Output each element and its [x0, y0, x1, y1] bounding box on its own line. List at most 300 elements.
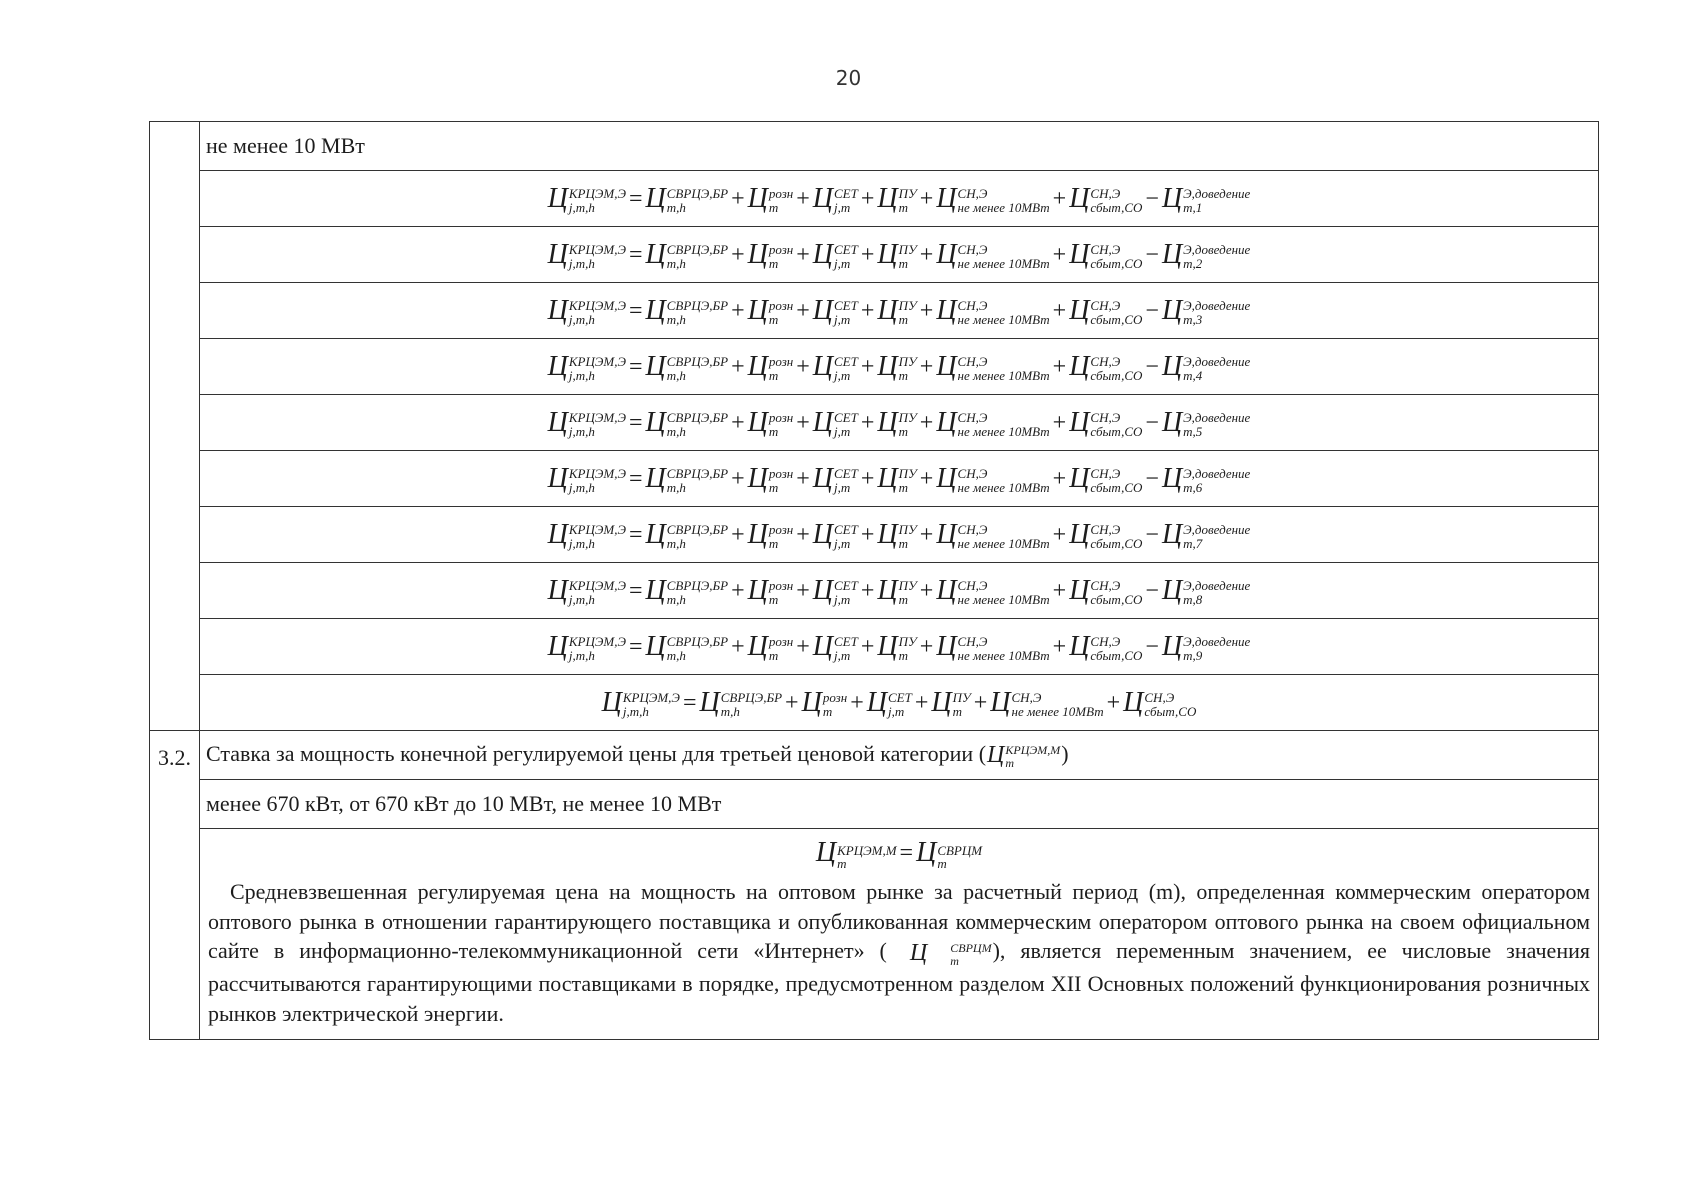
formula-indices	[721, 691, 782, 718]
formula-indices	[958, 243, 1050, 270]
formula-symbol: Ц	[1069, 183, 1090, 215]
subscript: m	[898, 535, 909, 551]
formula-operator: +	[1052, 409, 1067, 436]
formula-indices	[937, 844, 982, 871]
subscript: не менее 10МВт	[957, 423, 1050, 439]
subscript: не менее 10МВт	[957, 367, 1050, 383]
superscript: КРЦЭМ,Э	[568, 186, 626, 202]
formula-symbol: Ц	[645, 631, 666, 663]
superscript: ПУ	[898, 354, 917, 370]
formula-symbol: Ц	[812, 295, 833, 327]
superscript: ПУ	[898, 298, 917, 314]
superscript: СН,Э	[1144, 690, 1175, 706]
formula-indices	[569, 411, 626, 438]
formula-symbol: Ц	[1161, 351, 1183, 383]
capacity-formula	[208, 837, 1590, 871]
formula-operator: =	[628, 521, 643, 548]
formula-indices	[1012, 691, 1104, 718]
formula-term	[877, 183, 916, 215]
subscript: не менее 10МВт	[1011, 703, 1104, 719]
formula-symbol: Ц	[987, 741, 1005, 768]
formula-indices	[834, 411, 858, 438]
formula-symbol: Ц	[747, 295, 768, 327]
formula-symbol: Ц	[936, 239, 957, 271]
formula-indices	[667, 299, 728, 326]
formula-symbol: Ц	[1069, 407, 1090, 439]
superscript: Э,доведение	[1183, 522, 1251, 538]
superscript: розн	[768, 298, 794, 314]
formula-term	[816, 837, 897, 871]
superscript: СВРЦМ	[937, 842, 983, 858]
subscript: j,m,h	[568, 199, 595, 215]
formula-symbol: Ц	[747, 351, 768, 383]
formula-term	[936, 351, 1049, 383]
formula-term	[936, 183, 1049, 215]
subscript: j,m	[834, 255, 851, 271]
formula-indices	[899, 635, 917, 662]
formula-operator: =	[628, 465, 643, 492]
formula-indices	[569, 635, 626, 662]
superscript: розн	[768, 242, 794, 258]
superscript: розн	[768, 354, 794, 370]
formula-term	[1069, 631, 1142, 663]
formula-operator: +	[796, 297, 810, 324]
formula-indices	[1183, 467, 1250, 494]
formula-indices	[958, 299, 1050, 326]
number-cell	[150, 507, 200, 563]
section-header: не менее 10 МВт	[200, 122, 1599, 171]
subscript: m	[898, 591, 909, 607]
formula-term	[548, 519, 626, 551]
formula-operator: =	[682, 689, 697, 716]
superscript: СН,Э	[957, 634, 988, 650]
formula-term	[813, 575, 858, 607]
superscript: СН,Э	[957, 186, 988, 202]
subscript: j,m,h	[568, 591, 595, 607]
formula-indices	[769, 523, 793, 550]
formula-symbol: Ц	[747, 183, 768, 215]
formula-term	[1162, 239, 1250, 271]
formula-term	[748, 239, 794, 271]
formula-term	[548, 351, 626, 383]
subscript: m	[768, 479, 779, 495]
formula-symbol: Ц	[547, 295, 568, 327]
formula	[547, 462, 1252, 496]
description-row	[150, 829, 1599, 1040]
subscript: m,h	[666, 647, 686, 663]
subscript: j,m,h	[568, 255, 595, 271]
superscript: ПУ	[898, 466, 917, 482]
formula-indices	[928, 942, 991, 967]
description-part: ), является переменным значением, ее числовые значения рассчитываются гарантирующими поставщиками в порядке, предусмотренном разделом XII Основных положений функционирования розничных рынков электрической энергии.	[208, 938, 1590, 1027]
superscript: СЕТ	[834, 578, 858, 594]
formula-indices	[1005, 744, 1060, 769]
formula-term	[1069, 407, 1142, 439]
formula-symbol: Ц	[547, 183, 568, 215]
formula-indices	[834, 467, 858, 494]
superscript: розн	[768, 634, 794, 650]
formula-operator: −	[1145, 465, 1159, 492]
formula-symbol: Ц	[601, 687, 622, 719]
superscript: розн	[822, 690, 848, 706]
subscript: j,m,h	[568, 479, 595, 495]
formula-operator: −	[1145, 353, 1159, 380]
formula-term	[1123, 687, 1196, 719]
superscript: СВРЦЭ,БР	[666, 634, 729, 650]
superscript: КРЦЭМ,Э	[568, 522, 626, 538]
formula-cell	[200, 227, 1599, 283]
formula-operator: +	[731, 241, 745, 268]
superscript: СЕТ	[887, 690, 912, 706]
formula-cell	[200, 507, 1599, 563]
formula-symbol: Ц	[547, 239, 568, 271]
formula-indices	[1090, 411, 1142, 438]
formula-indices	[834, 579, 858, 606]
superscript: СВРЦЭ,БР	[666, 410, 729, 426]
formula-indices	[1183, 299, 1250, 326]
formula-indices	[837, 844, 896, 871]
superscript: СН,Э	[1090, 466, 1121, 482]
section-number: 3.2.	[158, 745, 191, 770]
formula-operator: +	[919, 409, 934, 436]
formula-term	[548, 463, 626, 495]
formula-indices	[623, 691, 680, 718]
formula-operator: +	[1052, 297, 1067, 324]
formula-symbol: Ц	[936, 295, 957, 327]
formula-row	[150, 339, 1599, 395]
superscript: СН,Э	[957, 522, 988, 538]
formula-symbol: Ц	[936, 519, 957, 551]
subscript: не менее 10МВт	[957, 199, 1050, 215]
superscript: СВРЦЭ,БР	[666, 578, 729, 594]
superscript: СН,Э	[957, 354, 988, 370]
superscript: Э,доведение	[1183, 242, 1251, 258]
formula-symbol: Ц	[1161, 239, 1183, 271]
formula-symbol: Ц	[1069, 351, 1090, 383]
subscript: j,m	[834, 423, 851, 439]
formula-term	[1162, 295, 1250, 327]
formula-operator: =	[628, 241, 643, 268]
formula-term	[1162, 631, 1250, 663]
formula-term	[813, 351, 858, 383]
superscript: СВРЦЭ,БР	[666, 354, 729, 370]
section-title-end: )	[1061, 740, 1069, 766]
superscript: СЕТ	[834, 466, 858, 482]
formula	[547, 350, 1252, 384]
formula-indices	[569, 579, 626, 606]
formula-operator: =	[628, 353, 643, 380]
formula-term	[936, 631, 1049, 663]
formula-term	[916, 837, 982, 871]
subscript: m	[937, 856, 947, 872]
formula-operator: +	[1052, 465, 1067, 492]
formula-operator: =	[628, 409, 643, 436]
superscript: ПУ	[898, 410, 917, 426]
formula-operator: +	[919, 241, 934, 268]
subscript: m,5	[1183, 423, 1203, 439]
superscript: СВРЦЭ,БР	[666, 522, 729, 538]
superscript: КРЦЭМ,Э	[568, 410, 626, 426]
formula-indices	[1183, 635, 1250, 662]
superscript: СН,Э	[1090, 578, 1121, 594]
formula-symbol: Ц	[547, 407, 568, 439]
formula-indices	[899, 243, 917, 270]
subscript: m,h	[666, 255, 686, 271]
formula-indices	[899, 355, 917, 382]
formula-operator: +	[1052, 577, 1067, 604]
formula-operator: −	[1145, 577, 1159, 604]
formula-term	[813, 463, 858, 495]
formula-symbol: Ц	[877, 519, 898, 551]
formula-operator: −	[1145, 241, 1159, 268]
formula-term	[646, 239, 729, 271]
formula-indices	[667, 411, 728, 438]
superscript: КРЦЭМ,Э	[622, 690, 680, 706]
formula-term	[700, 687, 783, 719]
formula-cell	[200, 675, 1599, 731]
formula	[547, 294, 1252, 328]
formula-symbol: Ц	[877, 631, 898, 663]
superscript: КРЦЭМ,Э	[568, 354, 626, 370]
subscript: m,3	[1183, 311, 1203, 327]
formula-indices	[834, 299, 858, 326]
superscript: СН,Э	[957, 578, 988, 594]
formula-term	[748, 519, 794, 551]
formula-row	[150, 227, 1599, 283]
formula	[601, 686, 1198, 720]
section-title-row	[150, 731, 1599, 780]
formula-indices	[1090, 467, 1142, 494]
formula-operator: −	[1145, 521, 1159, 548]
subscript: j,m,h	[568, 311, 595, 327]
description-part: Средневзвешенная регулируемая цена на мощность на оптовом рынке за расчетный период (m), определенная коммерческим оператором оптового рынка в отношении гарантирующего поставщика и опубликованная коммерческим оператором оптового рынка на своем официальном сайте в информационно-телекоммуникационной сети «Интернет» (	[208, 878, 1590, 964]
formula-symbol: Ц	[547, 463, 568, 495]
formula-term	[990, 687, 1103, 719]
subscript: сбыт,СО	[1090, 367, 1143, 383]
formula-term	[877, 407, 916, 439]
formula-symbol: Ц	[645, 351, 666, 383]
formula-term	[813, 295, 858, 327]
formula-term	[646, 295, 729, 327]
superscript: КРЦЭМ,М	[1005, 743, 1061, 758]
formula-symbol: Ц	[877, 295, 898, 327]
formula-indices	[667, 523, 728, 550]
number-cell	[150, 339, 200, 395]
superscript: Э,доведение	[1183, 410, 1251, 426]
superscript: СВРЦЭ,БР	[666, 466, 729, 482]
formula-term	[548, 631, 626, 663]
formula-operator: +	[731, 409, 745, 436]
formula-symbol: Ц	[1161, 631, 1183, 663]
formula-term	[548, 295, 626, 327]
formula-term	[877, 295, 916, 327]
superscript: СН,Э	[1090, 298, 1121, 314]
formula-term	[877, 575, 916, 607]
superscript: Э,доведение	[1183, 466, 1251, 482]
subscript: сбыт,СО	[1090, 423, 1143, 439]
subscript: m	[898, 647, 909, 663]
formula-row	[150, 283, 1599, 339]
formula-operator: =	[899, 840, 914, 867]
superscript: КРЦЭМ,М	[837, 842, 897, 858]
subscript: m,h	[666, 479, 686, 495]
superscript: СЕТ	[834, 634, 858, 650]
superscript: СЕТ	[834, 354, 858, 370]
section-header-row	[150, 122, 1599, 171]
formula-symbol: Ц	[1161, 407, 1183, 439]
number-cell	[150, 227, 200, 283]
formula-row	[150, 171, 1599, 227]
subscript: m	[768, 423, 779, 439]
formula-symbol: Ц	[936, 351, 957, 383]
formula-term	[646, 631, 729, 663]
subscript: не менее 10МВт	[957, 535, 1050, 551]
formula-operator: +	[973, 689, 988, 716]
superscript: СН,Э	[957, 466, 988, 482]
formula-operator: +	[860, 185, 875, 212]
formula-row	[150, 675, 1599, 731]
formula-indices	[569, 523, 626, 550]
formula-term	[1069, 575, 1142, 607]
tariff-table	[149, 121, 1599, 1040]
formula-symbol: Ц	[1069, 631, 1090, 663]
formula-symbol: Ц	[812, 463, 833, 495]
formula-symbol: Ц	[747, 519, 768, 551]
formula	[547, 574, 1252, 608]
formula-symbol: Ц	[936, 183, 957, 215]
superscript: СЕТ	[834, 410, 858, 426]
superscript: Э,доведение	[1183, 298, 1251, 314]
formula-operator: +	[919, 185, 934, 212]
formula-term	[1069, 239, 1142, 271]
subheader-row	[150, 780, 1599, 829]
formula	[547, 182, 1252, 216]
subscript: m	[952, 703, 962, 719]
section-title	[200, 731, 1599, 780]
formula-symbol: Ц	[1161, 519, 1183, 551]
formula-operator: +	[1052, 241, 1067, 268]
formula-term	[1162, 519, 1250, 551]
formula-symbol: Ц	[645, 239, 666, 271]
formula-term	[748, 463, 794, 495]
formula-symbol: Ц	[1069, 463, 1090, 495]
formula-indices	[834, 355, 858, 382]
subscript: m	[768, 367, 779, 383]
subscript: не менее 10МВт	[957, 591, 1050, 607]
superscript: СН,Э	[957, 298, 988, 314]
superscript: СВРЦЭ,БР	[666, 186, 729, 202]
formula-cell	[200, 283, 1599, 339]
formula-indices	[1183, 523, 1250, 550]
formula-symbol: Ц	[1161, 183, 1183, 215]
superscript: Э,доведение	[1183, 634, 1251, 650]
formula-term	[931, 687, 970, 719]
formula-term	[888, 937, 992, 969]
superscript: СВРЦЭ,БР	[666, 242, 729, 258]
formula-operator: +	[860, 297, 875, 324]
superscript: СН,Э	[1090, 522, 1121, 538]
formula-indices	[1090, 635, 1142, 662]
superscript: СЕТ	[834, 186, 858, 202]
formula-indices	[1090, 523, 1142, 550]
formula-operator: +	[731, 185, 745, 212]
formula-indices	[834, 243, 858, 270]
formula-indices	[834, 635, 858, 662]
subscript: m,1	[1183, 199, 1203, 215]
formula-operator: +	[1052, 353, 1067, 380]
subscript: m	[768, 647, 779, 663]
superscript: КРЦЭМ,Э	[568, 242, 626, 258]
formula-operator: +	[919, 577, 934, 604]
formula-symbol: Ц	[812, 239, 833, 271]
formula-operator: +	[860, 521, 875, 548]
formula-term	[748, 407, 794, 439]
subscript: j,m	[834, 311, 851, 327]
formula-symbol: Ц	[1161, 295, 1183, 327]
superscript: СВРЦЭ,БР	[720, 690, 783, 706]
formula-term	[936, 575, 1049, 607]
subscript: сбыт,СО	[1090, 647, 1143, 663]
formula-term	[877, 239, 916, 271]
formula-term	[748, 351, 794, 383]
subscript: m,8	[1183, 591, 1203, 607]
subscript: m	[768, 591, 779, 607]
formula-symbol: Ц	[812, 519, 833, 551]
subscript: сбыт,СО	[1090, 479, 1143, 495]
formula-cell	[200, 339, 1599, 395]
formula-symbol: Ц	[877, 463, 898, 495]
formula-indices	[958, 467, 1050, 494]
formula-indices	[958, 579, 1050, 606]
formula-indices	[1183, 411, 1250, 438]
subscript: m	[1005, 755, 1015, 770]
formula-indices	[899, 299, 917, 326]
subscript: m	[898, 423, 909, 439]
formula-term	[1162, 351, 1250, 383]
subscript: j,m	[834, 479, 851, 495]
formula-symbol: Ц	[877, 575, 898, 607]
number-cell	[150, 619, 200, 675]
formula-symbol: Ц	[1069, 295, 1090, 327]
formula-symbol: Ц	[547, 519, 568, 551]
number-cell	[150, 395, 200, 451]
formula-symbol: Ц	[931, 687, 952, 719]
formula-term	[646, 463, 729, 495]
formula-symbol: Ц	[645, 463, 666, 495]
formula-operator: +	[860, 577, 875, 604]
section-number-cell	[150, 731, 200, 1040]
formula-term	[1069, 295, 1142, 327]
section-subheader: менее 670 кВт, от 670 кВт до 10 МВт, не менее 10 МВт	[200, 780, 1599, 829]
superscript: СН,Э	[1011, 690, 1042, 706]
formula-indices	[899, 579, 917, 606]
formula-row	[150, 563, 1599, 619]
superscript: КРЦЭМ,Э	[568, 466, 626, 482]
superscript: розн	[768, 522, 794, 538]
formula-indices	[1090, 299, 1142, 326]
formula-term	[1162, 407, 1250, 439]
subscript: m,h	[666, 535, 686, 551]
formula-term	[548, 239, 626, 271]
superscript: розн	[768, 578, 794, 594]
subscript: сбыт,СО	[1144, 703, 1197, 719]
formula-indices	[958, 411, 1050, 438]
formula-indices	[958, 355, 1050, 382]
formula-symbol: Ц	[547, 631, 568, 663]
formula-symbol: Ц	[812, 351, 833, 383]
subscript: m	[768, 535, 779, 551]
formula-symbol: Ц	[990, 687, 1011, 719]
